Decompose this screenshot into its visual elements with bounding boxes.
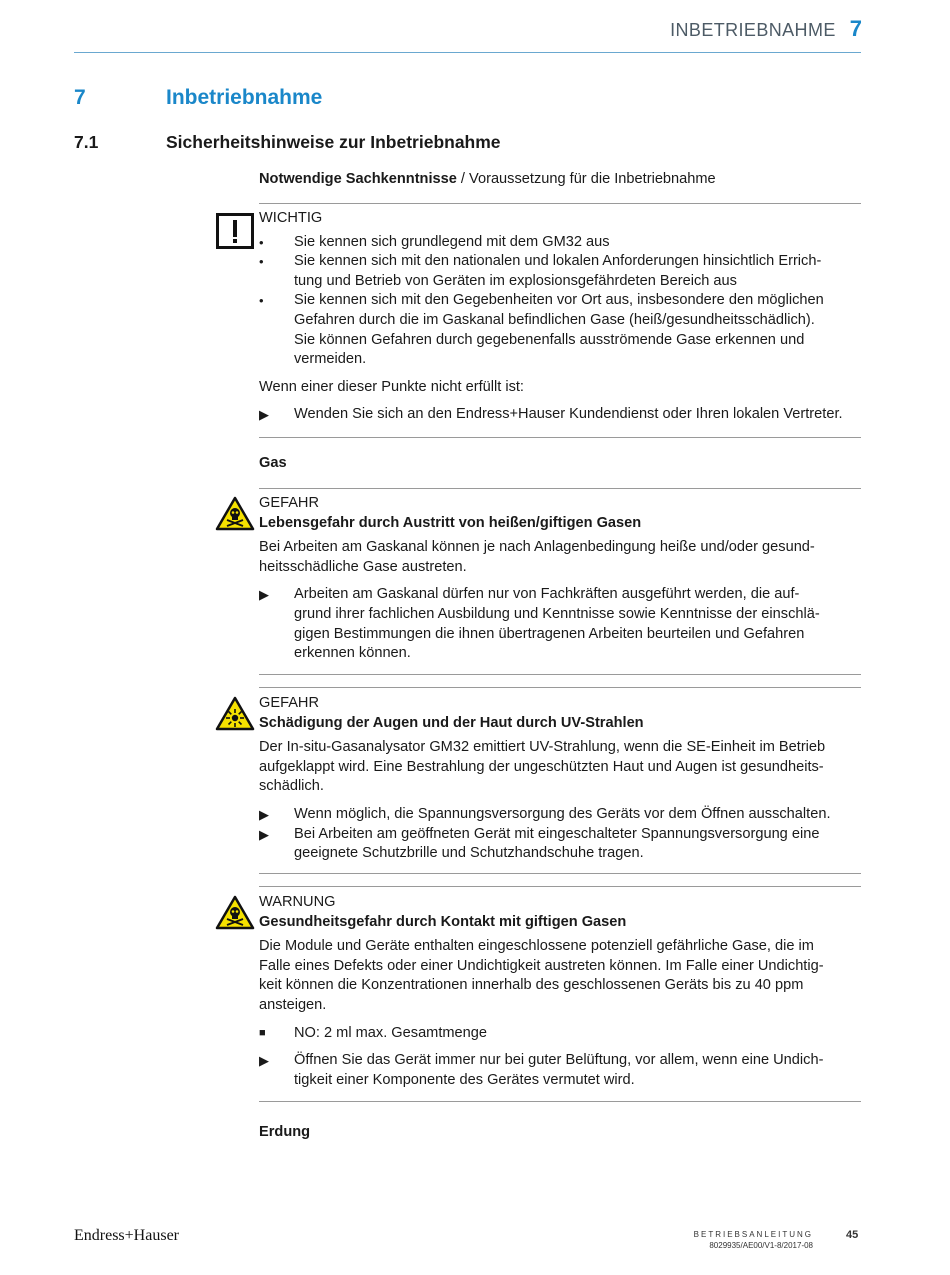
intro-rest: / Voraussetzung für die Inbetriebnahme bbox=[456, 171, 716, 187]
important-block bbox=[259, 209, 861, 425]
divider bbox=[259, 1101, 861, 1102]
bullet-marker: • bbox=[259, 254, 264, 270]
uv-radiation-hazard-icon bbox=[215, 696, 255, 737]
bullet-line: tung und Betrieb von Geräten im explosionsgefährdeten Bereich aus bbox=[294, 272, 737, 289]
square-bullet-icon: ■ bbox=[259, 1026, 266, 1039]
bullet-line: Sie kennen sich grundlegend mit dem GM32 aus bbox=[294, 233, 610, 250]
running-header-title: INBETRIEBNAHME bbox=[670, 20, 836, 40]
section-title: Sicherheitshinweise zur Inbetriebnahme bbox=[166, 132, 501, 152]
list-item bbox=[259, 405, 861, 425]
divider bbox=[259, 687, 861, 688]
danger-text bbox=[259, 738, 861, 797]
intro-line bbox=[259, 170, 861, 190]
divider bbox=[259, 674, 861, 675]
list-item bbox=[259, 291, 861, 369]
action-line: Bei Arbeiten am geöffneten Gerät mit eingeschalteter Spannungsversorgung eine bbox=[294, 825, 820, 842]
action-line: Wenn möglich, die Spannungsversorgung des Geräts vor dem Öffnen ausschalten. bbox=[294, 805, 831, 822]
danger-block-uv bbox=[259, 694, 861, 864]
page-number: 45 bbox=[846, 1229, 859, 1241]
bullet-line: Sie kennen sich mit den Gegebenheiten vor Ort aus, insbesondere den möglichen bbox=[294, 292, 824, 309]
action-arrow-icon: ▶ bbox=[259, 1053, 269, 1069]
list-item bbox=[259, 1051, 861, 1090]
danger-text bbox=[259, 538, 861, 577]
item-line: NO: 2 ml max. Gesamtmenge bbox=[294, 1024, 488, 1041]
list-item bbox=[259, 1024, 861, 1044]
intro-bold: Notwendige Sachkenntnisse bbox=[259, 171, 457, 187]
action-line: erkennen können. bbox=[294, 645, 411, 662]
warning-block-toxic-gases bbox=[259, 893, 861, 1090]
text-line: Bei Arbeiten am Gaskanal können je nach Anlagenbedingung heiße und/oder gesund- bbox=[259, 539, 815, 556]
text-line: schädlich. bbox=[259, 778, 324, 795]
list-item bbox=[259, 252, 861, 291]
action-arrow-icon: ▶ bbox=[259, 407, 269, 423]
danger-label: GEFAHR bbox=[259, 695, 320, 711]
action-line: Wenden Sie sich an den Endress+Hauser Kundendienst oder Ihren lokalen Vertreter. bbox=[294, 406, 843, 423]
action-line: Öffnen Sie das Gerät immer nur bei guter Belüftung, vor allem, wenn eine Undich- bbox=[294, 1052, 824, 1069]
text-line: heitsschädliche Gase austreten. bbox=[259, 558, 467, 575]
action-arrow-icon: ▶ bbox=[259, 587, 269, 603]
gas-heading: Gas bbox=[259, 455, 287, 471]
header-rule bbox=[74, 52, 861, 53]
footer-doc-id: 8029935/AE00/V1-8/2017-08 bbox=[709, 1241, 813, 1250]
action-line: Arbeiten am Gaskanal dürfen nur von Fachkräften ausgeführt werden, die auf- bbox=[294, 586, 800, 603]
running-header bbox=[670, 16, 862, 42]
chapter-number: 7 bbox=[74, 86, 86, 109]
action-line: tigkeit einer Komponente des Gerätes vermutet wird. bbox=[294, 1071, 635, 1088]
divider bbox=[259, 886, 861, 887]
list-item bbox=[259, 825, 861, 864]
danger-block-hot-gases bbox=[259, 494, 861, 664]
danger-title: Lebensgefahr durch Austritt von heißen/giftigen Gasen bbox=[259, 514, 642, 531]
divider bbox=[259, 437, 861, 438]
important-label: WICHTIG bbox=[259, 210, 323, 226]
bullet-marker: • bbox=[259, 293, 264, 309]
chapter-title: Inbetriebnahme bbox=[166, 86, 323, 109]
text-line: Der In-situ-Gasanalysator GM32 emittiert UV-Strahlung, wenn die SE-Einheit im Betrieb bbox=[259, 739, 826, 756]
action-line: geeignete Schutzbrille und Schutzhandschuhe tragen. bbox=[294, 845, 644, 862]
danger-label: GEFAHR bbox=[259, 495, 320, 511]
endress-hauser-logo: Endress+Hauser bbox=[74, 1227, 179, 1244]
divider bbox=[259, 488, 861, 489]
footer-doc-type: BETRIEBSANLEITUNG bbox=[693, 1230, 813, 1239]
warning-label: WARNUNG bbox=[259, 894, 336, 910]
bullet-marker: • bbox=[259, 234, 264, 250]
text-line: aufgeklappt wird. Eine Bestrahlung der ungeschützten Haut und Augen ist gesundheits- bbox=[259, 758, 824, 775]
running-header-chapter: 7 bbox=[849, 16, 862, 41]
action-line: grund ihrer fachlichen Ausbildung und Kenntnisse sowie Kenntnisse der einschlä- bbox=[294, 605, 820, 622]
warning-title: Gesundheitsgefahr durch Kontakt mit giftigen Gasen bbox=[259, 913, 627, 930]
important-condition: Wenn einer dieser Punkte nicht erfüllt ist: bbox=[259, 378, 524, 395]
footer-doc-info bbox=[694, 1229, 813, 1251]
bullet-line: Gefahren durch die im Gaskanal befindlichen Gase (heiß/gesundheitsschädlich). bbox=[294, 311, 815, 328]
bullet-line: Sie kennen sich mit den nationalen und lokalen Anforderungen hinsichtlich Errich- bbox=[294, 253, 822, 270]
important-bullet-list bbox=[259, 233, 861, 370]
bullet-line: Sie können Gefahren durch gegebenenfalls ausströmende Gase erkennen und bbox=[294, 331, 805, 348]
toxic-hazard-icon bbox=[215, 496, 255, 537]
list-item bbox=[259, 233, 861, 253]
text-line: Die Module und Geräte enthalten eingeschlossene potenziell gefährliche Gase, die im bbox=[259, 938, 814, 955]
important-icon bbox=[215, 212, 255, 257]
toxic-warning-icon bbox=[215, 895, 255, 936]
danger-title: Schädigung der Augen und der Haut durch UV-Strahlen bbox=[259, 714, 644, 731]
divider bbox=[259, 873, 861, 874]
action-arrow-icon: ▶ bbox=[259, 826, 269, 842]
list-item bbox=[259, 585, 861, 663]
divider bbox=[259, 203, 861, 204]
bullet-line: vermeiden. bbox=[294, 351, 367, 368]
action-arrow-icon: ▶ bbox=[259, 806, 269, 822]
text-line: Falle eines Defekts oder einer Undichtigkeit austreten können. Im Falle einer Undichtig- bbox=[259, 957, 824, 974]
action-line: gigen Bestimmungen die ihnen übertragenen Arbeiten beurteilen und Gefahren bbox=[294, 625, 805, 642]
grounding-heading: Erdung bbox=[259, 1124, 311, 1140]
text-line: ansteigen. bbox=[259, 996, 327, 1013]
list-item bbox=[259, 805, 861, 825]
text-line: keit können die Konzentrationen innerhalb des geschlossenen Geräts bis zu 40 ppm bbox=[259, 977, 804, 994]
warning-text bbox=[259, 937, 861, 1015]
section-number: 7.1 bbox=[74, 132, 99, 152]
